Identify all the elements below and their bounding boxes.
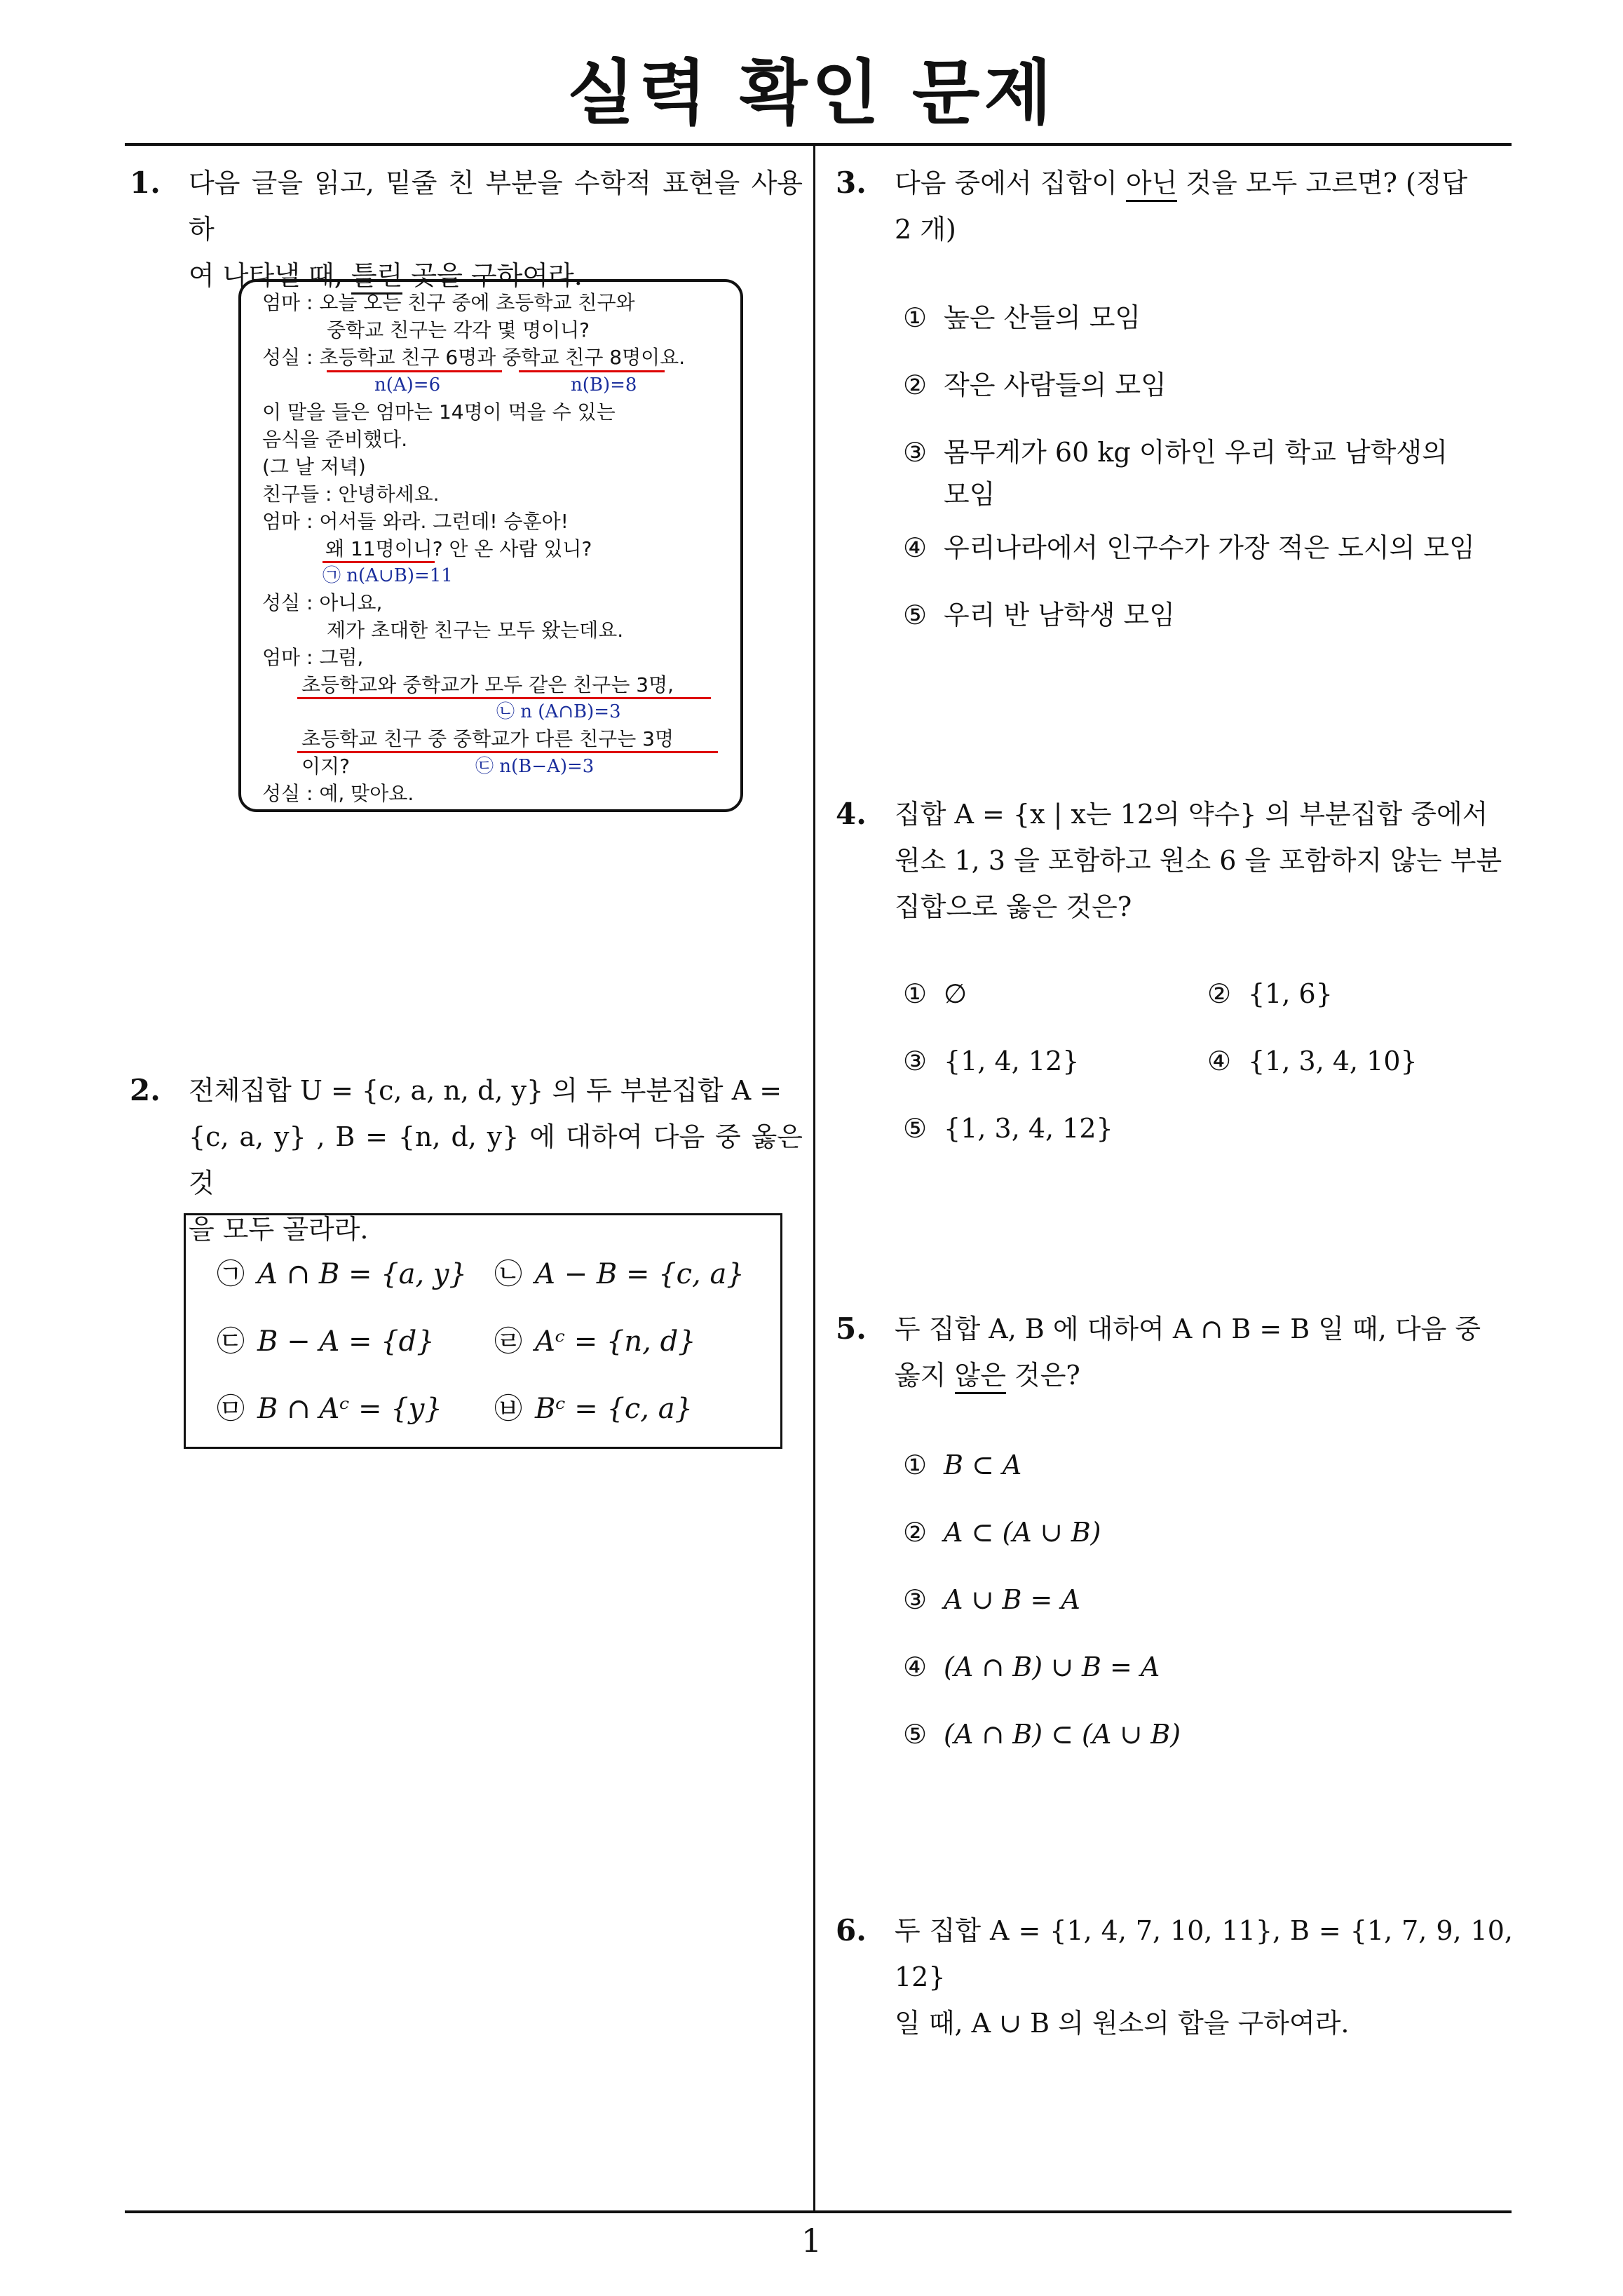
column-divider xyxy=(813,144,815,2210)
question-3: 3. 다음 중에서 집합이 아닌 것을 모두 고르면? (정답 2 개) xyxy=(836,160,1513,252)
dialog-line: 성실 : 예, 맞아요. xyxy=(262,782,414,805)
question-text: 두 집합 A, B 에 대하여 A ∩ B = B 일 때, 다음 중 xyxy=(895,1314,1481,1344)
option-1[interactable]: ① 높은 산들의 모임 xyxy=(903,302,1141,333)
statement-item: ㉤ B ∩ Aᶜ = {y} xyxy=(217,1393,442,1425)
option-3-cont: 모임 xyxy=(944,479,996,510)
question-number: 6. xyxy=(836,1913,867,1947)
question-text: 2 개) xyxy=(895,214,956,245)
statement-item: ㉡ A − B = {c, a} xyxy=(494,1258,745,1290)
statement-item: ㉠ A ∩ B = {a, y} xyxy=(217,1258,467,1290)
question-text: 전체집합 U = {c, a, n, d, y} 의 두 부분집합 A = xyxy=(189,1075,782,1106)
dialog-box xyxy=(238,279,743,812)
dialog-line: 이지? xyxy=(301,755,350,778)
top-rule xyxy=(125,143,1512,146)
option-4[interactable]: ④ 우리나라에서 인구수가 가장 적은 도시의 모임 xyxy=(903,532,1475,563)
page-title: 실력 확인 문제 xyxy=(566,52,1057,134)
question-4 xyxy=(836,791,1513,930)
option-4[interactable]: ④ (A ∩ B) ∪ B = A xyxy=(903,1652,1160,1682)
option-3[interactable]: ③ 몸무게가 60 kg 이하인 우리 학교 남학생의 xyxy=(903,437,1448,468)
dialog-line: 초등학교와 중학교가 모두 같은 친구는 3명, xyxy=(301,673,674,696)
underlined-word: 않은 xyxy=(955,1360,1006,1394)
question-text: {c, a, y} , B = {n, d, y} 에 대하여 다음 중 옳은 것 xyxy=(189,1121,803,1198)
dialog-line: 엄마 : 오늘 오는 친구 중에 초등학교 친구와 xyxy=(262,291,635,314)
question-number: 5. xyxy=(836,1311,867,1346)
question-5: 5. 두 집합 A, B 에 대하여 A ∩ B = B 일 때, 다음 중 옳지 않은 것은? xyxy=(836,1306,1513,1398)
option-1[interactable]: ① B ⊂ A xyxy=(903,1450,1022,1480)
statement-item: ㉥ Bᶜ = {c, a} xyxy=(494,1393,693,1425)
option-2[interactable]: ② A ⊂ (A ∪ B) xyxy=(903,1517,1101,1548)
question-number: 1. xyxy=(130,166,161,200)
dialog-line: 음식을 준비했다. xyxy=(262,428,408,451)
option-4[interactable]: ④ {1, 3, 4, 10} xyxy=(1207,1046,1418,1076)
question-text: 원소 1, 3 을 포함하고 원소 6 을 포함하지 않는 부분 xyxy=(895,845,1502,876)
question-text: 두 집합 A = {1, 4, 7, 10, 11}, B = {1, 7, 9, 10, 12} xyxy=(895,1915,1513,1992)
annotation-1: ㉠ n(A∪B)=11 xyxy=(322,565,453,586)
page-number: 1 xyxy=(801,2222,822,2260)
question-number: 3. xyxy=(836,166,867,200)
question-text: 다음 글을 읽고, 밑줄 친 부분을 수학적 표현을 사용하 xyxy=(189,168,803,245)
option-2[interactable]: ② {1, 6} xyxy=(1207,978,1333,1009)
statement-item: ㉢ B − A = {d} xyxy=(217,1325,435,1358)
option-5[interactable]: ⑤ 우리 반 남학생 모임 xyxy=(903,600,1175,630)
dialog-line: 엄마 : 어서들 와라. 그런데! 승훈아! xyxy=(262,510,569,533)
annotation-nB: n(B)=8 xyxy=(571,374,637,396)
question-6 xyxy=(836,1907,1513,2046)
option-5[interactable]: ⑤ {1, 3, 4, 12} xyxy=(903,1113,1113,1144)
annotation-2: ㉡ n (A∩B)=3 xyxy=(496,701,621,722)
option-3[interactable]: ③ A ∪ B = A xyxy=(903,1584,1080,1615)
dialog-line: (그 날 저녁) xyxy=(262,455,366,478)
dialog-line: 성실 : 아니요, xyxy=(262,591,383,614)
option-5[interactable]: ⑤ (A ∩ B) ⊂ (A ∪ B) xyxy=(903,1719,1181,1750)
question-number: 4. xyxy=(836,797,867,831)
dialog-line: 이 말을 들은 엄마는 14명이 먹을 수 있는 xyxy=(262,400,616,424)
statement-box xyxy=(184,1213,782,1449)
dialog-line: 친구들 : 안녕하세요. xyxy=(262,482,440,506)
underlined-word: 틀린 xyxy=(351,260,402,295)
question-text: 집합으로 옳은 것은? xyxy=(895,891,1132,922)
question-text: 일 때, A ∪ B 의 원소의 합을 구하여라. xyxy=(895,2008,1350,2039)
option-1[interactable]: ① ∅ xyxy=(903,978,967,1009)
dialog-line: 엄마 : 그럼, xyxy=(262,646,364,669)
bottom-rule xyxy=(125,2210,1512,2213)
question-1: 1. 다음 글을 읽고, 밑줄 친 부분을 수학적 표현을 사용하 여 나타낼 때, 틀린 곳을 구하여라. xyxy=(130,160,803,299)
dialog-line: 초등학교 친구 중 중학교가 다른 친구는 3명 xyxy=(301,727,674,750)
option-3[interactable]: ③ {1, 4, 12} xyxy=(903,1046,1080,1076)
statement-item: ㉣ Aᶜ = {n, d} xyxy=(494,1325,696,1358)
question-number: 2. xyxy=(130,1073,161,1107)
underlined-word: 아닌 xyxy=(1126,168,1177,202)
dialog-line: 제가 초대한 친구는 모두 왔는데요. xyxy=(327,619,624,642)
annotation-nA: n(A)=6 xyxy=(374,374,441,396)
dialog-line: 중학교 친구는 각각 몇 명이니? xyxy=(327,318,590,342)
dialog-line: 왜 11명이니? 안 온 사람 있니? xyxy=(325,537,592,560)
question-text: 집합 A = {x | x는 12의 약수} 의 부분집합 중에서 xyxy=(895,799,1488,830)
dialog-line: 성실 : 초등학교 친구 6명과 중학교 친구 8명이요. xyxy=(262,346,686,369)
annotation-3: ㉢ n(B−A)=3 xyxy=(475,756,595,777)
option-2[interactable]: ② 작은 사람들의 모임 xyxy=(903,370,1167,400)
question-text: 을 모두 골라라. xyxy=(189,1214,369,1245)
